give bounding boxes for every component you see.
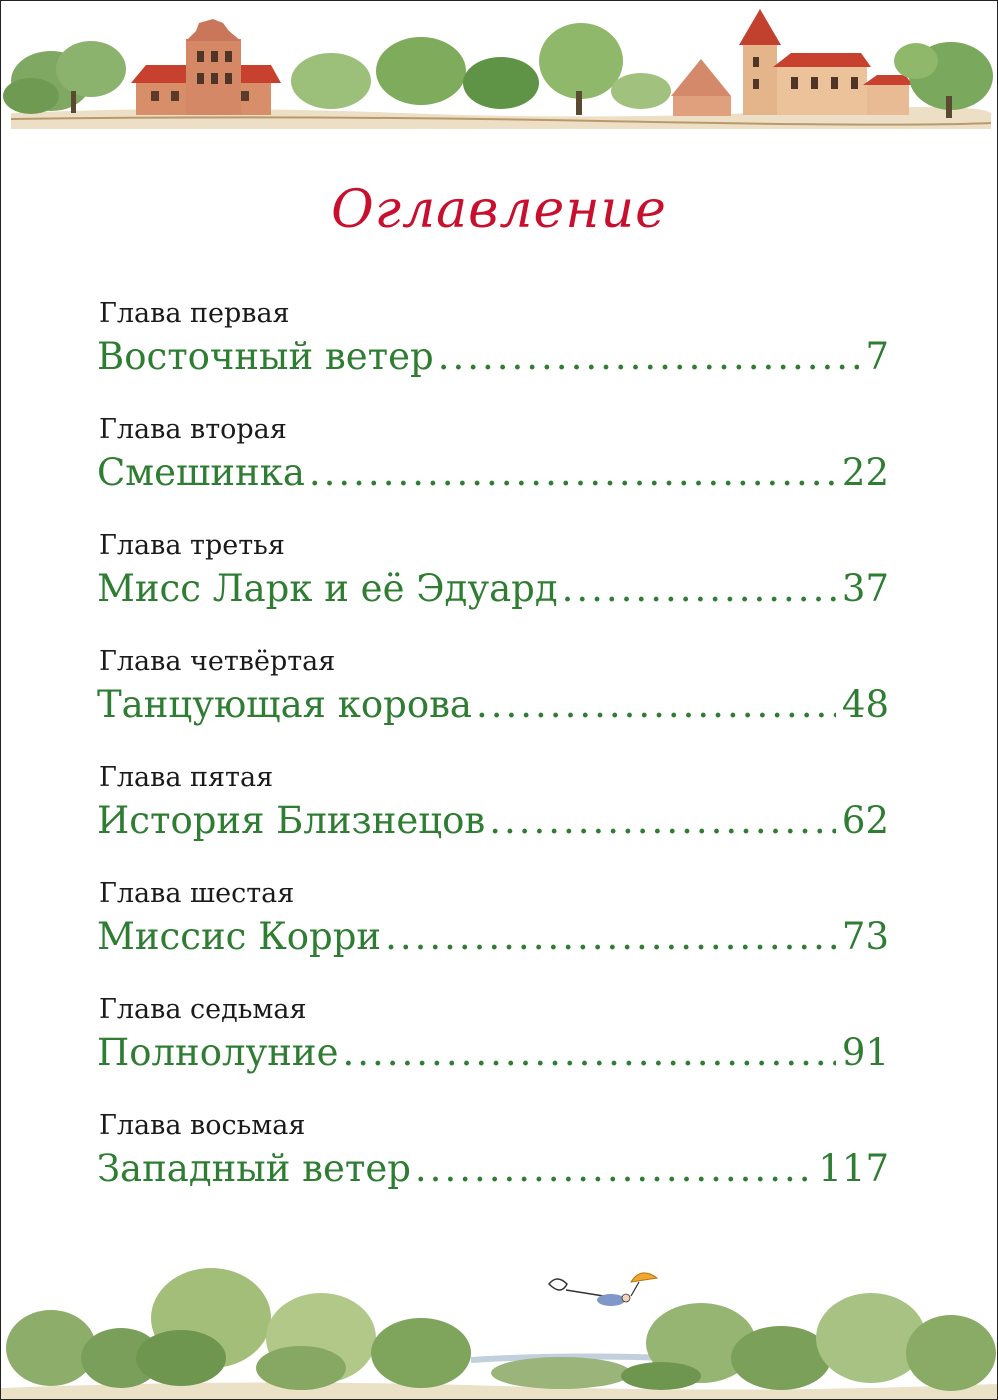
toc-entry[interactable] bbox=[97, 296, 889, 412]
chapter-label: Глава шестая bbox=[99, 878, 295, 909]
chapter-row[interactable] bbox=[97, 332, 889, 382]
toc-entry[interactable] bbox=[97, 412, 889, 528]
toc-entry[interactable] bbox=[97, 992, 889, 1108]
chapter-row[interactable] bbox=[97, 1028, 889, 1078]
chapter-row[interactable] bbox=[97, 448, 889, 498]
chapter-row[interactable] bbox=[97, 912, 889, 962]
chapter-row[interactable] bbox=[97, 1144, 889, 1194]
chapter-title: Смешинка bbox=[97, 451, 305, 494]
dot-leader bbox=[309, 448, 836, 498]
toc-entry[interactable] bbox=[97, 876, 889, 992]
page-number: 37 bbox=[841, 567, 889, 610]
chapter-label: Глава пятая bbox=[99, 762, 274, 793]
toc-entry[interactable] bbox=[97, 644, 889, 760]
page-number: 48 bbox=[841, 683, 889, 726]
chapter-title: Восточный ветер bbox=[97, 335, 434, 378]
toc-title: Оглавление bbox=[331, 180, 667, 240]
dot-leader bbox=[415, 1144, 812, 1194]
chapter-row[interactable] bbox=[97, 680, 889, 730]
chapter-title: Мисс Ларк и её Эдуард bbox=[97, 567, 558, 610]
page-number: 62 bbox=[841, 799, 889, 842]
dot-leader bbox=[342, 1028, 835, 1078]
page-number: 73 bbox=[841, 915, 889, 958]
chapter-label: Глава восьмая bbox=[99, 1110, 306, 1141]
landscape-illustration bbox=[1, 1248, 997, 1399]
toc-entry[interactable] bbox=[97, 528, 889, 644]
dot-leader bbox=[476, 680, 836, 730]
dot-leader bbox=[562, 564, 836, 614]
dot-leader bbox=[385, 912, 836, 962]
chapter-row[interactable] bbox=[97, 796, 889, 846]
chapter-label: Глава четвёртая bbox=[99, 646, 336, 677]
toc-entry[interactable] bbox=[97, 1108, 889, 1224]
chapter-label: Глава седьмая bbox=[99, 994, 307, 1025]
dot-leader bbox=[489, 796, 836, 846]
page-number: 22 bbox=[841, 451, 889, 494]
chapter-title: Миссис Корри bbox=[97, 915, 382, 958]
chapter-row[interactable] bbox=[97, 564, 889, 614]
dot-leader bbox=[438, 332, 860, 382]
toc-list bbox=[97, 296, 889, 1224]
chapter-title: Полнолуние bbox=[97, 1031, 339, 1074]
page-number: 117 bbox=[818, 1147, 889, 1190]
page-number: 91 bbox=[841, 1031, 889, 1074]
chapter-label: Глава третья bbox=[99, 530, 285, 561]
flying-figure-icon bbox=[549, 1273, 657, 1306]
toc-entry[interactable] bbox=[97, 760, 889, 876]
chapter-title: Танцующая корова bbox=[97, 683, 472, 726]
chapter-title: Западный ветер bbox=[97, 1147, 411, 1190]
chapter-label: Глава первая bbox=[99, 298, 290, 329]
chapter-title: История Близнецов bbox=[97, 799, 486, 842]
town-illustration bbox=[1, 1, 997, 136]
chapter-label: Глава вторая bbox=[99, 414, 287, 445]
page-number: 7 bbox=[865, 335, 889, 378]
